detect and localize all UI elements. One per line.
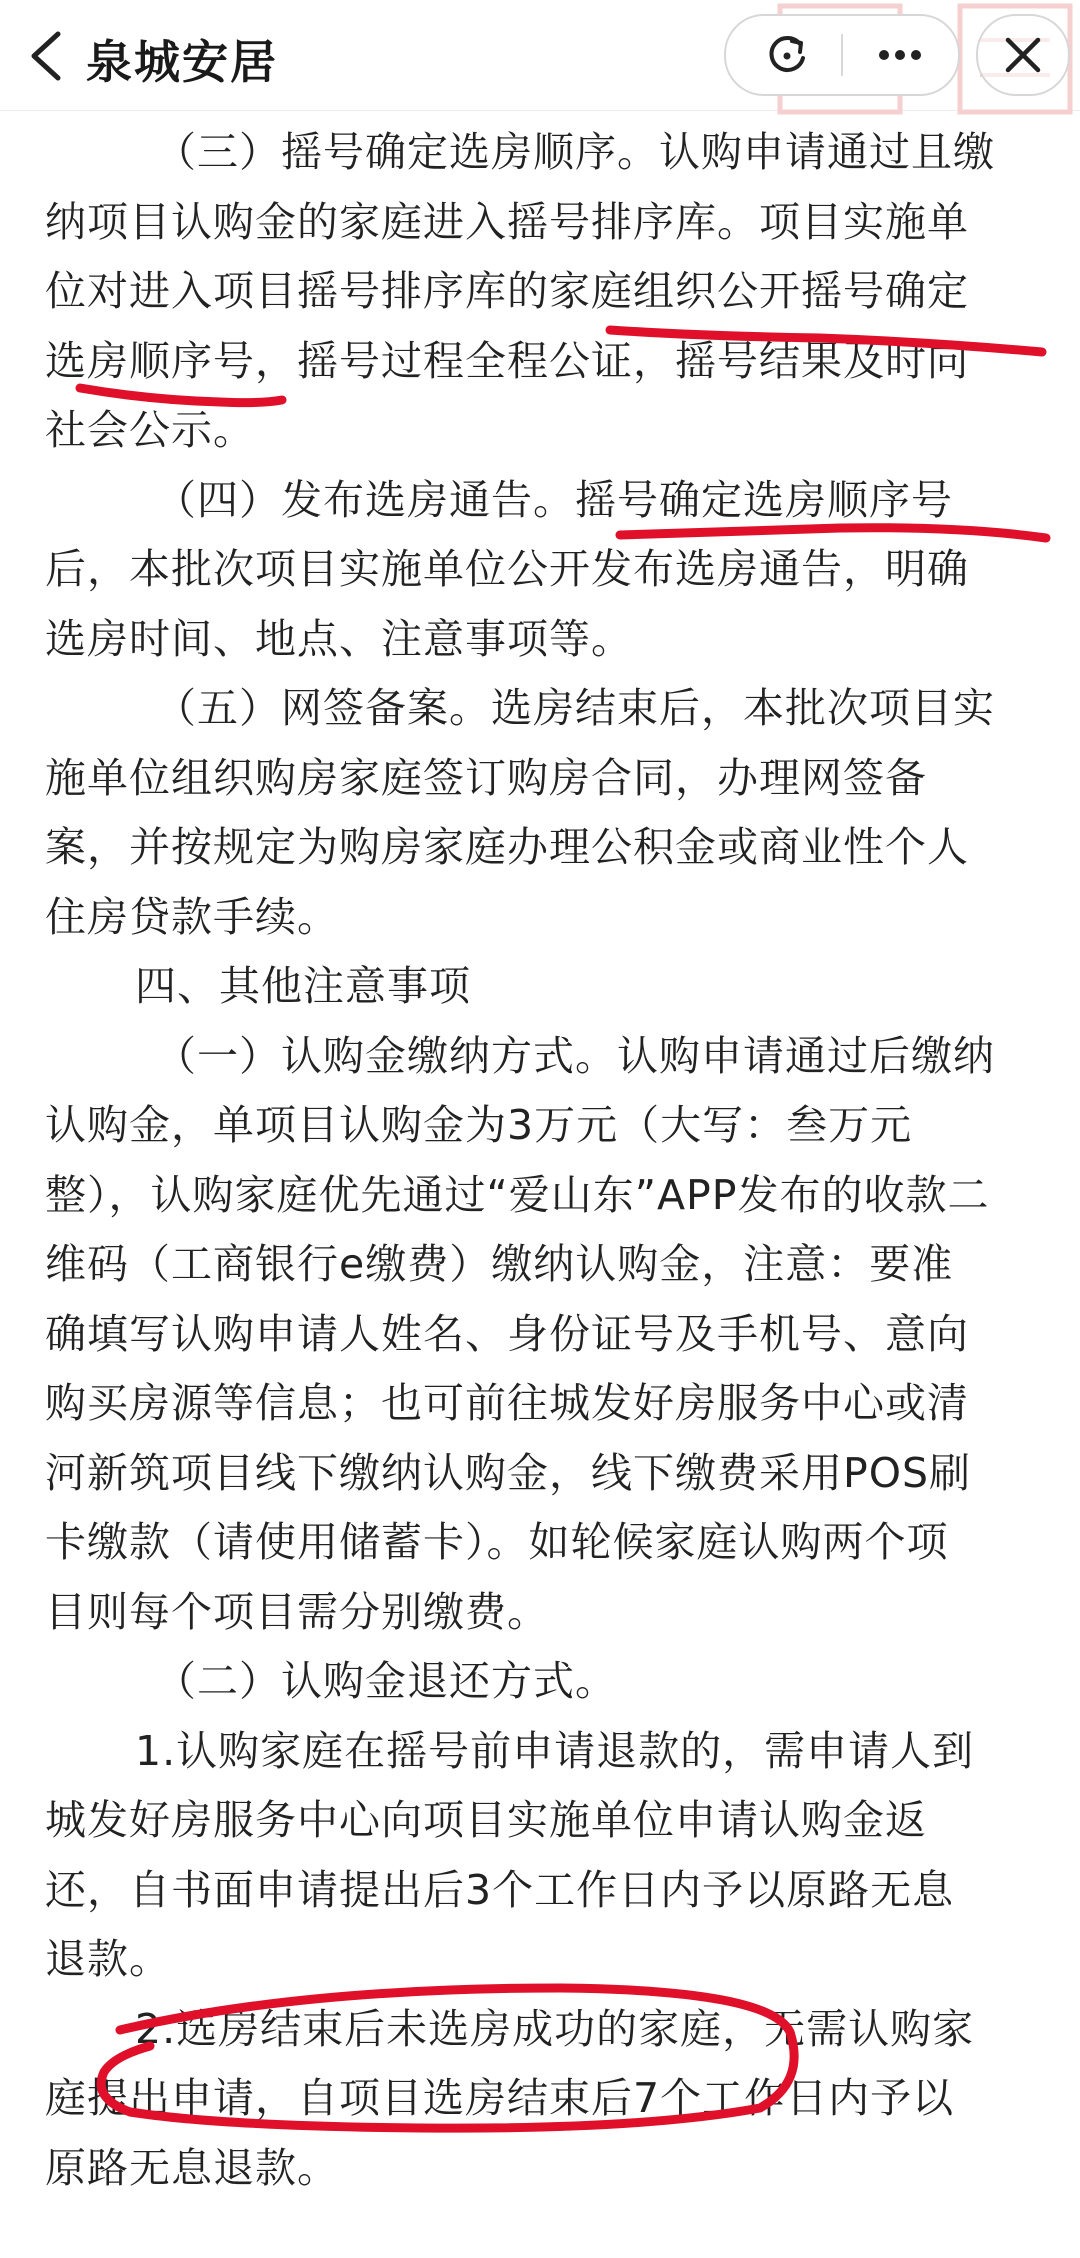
text-line: 社会公示。 (45, 406, 255, 454)
text-line: 2.选房结束后未选房成功的家庭，无需认购家 (135, 2004, 975, 2053)
text-line: 河新筑项目线下缴纳认购金，线下缴费采用POS刷 (45, 1448, 972, 1497)
page-title: 泉城安居 (86, 35, 278, 89)
section-heading: 四、其他注意事项 (135, 962, 471, 1010)
text-line: 整），认购家庭优先通过“爱山东”APP发布的收款二 (45, 1170, 990, 1219)
text-line: 维码（工商银行e缴费）缴纳认购金，注意：要准 (45, 1240, 954, 1288)
capsule-divider (841, 34, 843, 76)
text-line: 卡缴款（请使用储蓄卡）。如轮候家庭认购两个项 (45, 1518, 949, 1566)
text-line: 纳项目认购金的家庭进入摇号排序库。项目实施单 (45, 197, 969, 246)
text-line: （三）摇号确定选房顺序。认购申请通过且缴 (155, 128, 995, 176)
text-line: 原路无息退款。 (45, 2143, 339, 2192)
text-line: 庭提出申请，自项目选房结束后7个工作日内予以 (45, 2074, 955, 2122)
more-dots-icon[interactable] (870, 34, 930, 76)
text-line: （二）认购金退还方式。 (155, 1657, 617, 1705)
text-line: 选房顺序号，摇号过程全程公证，摇号结果及时向 (45, 336, 969, 385)
text-line: 还，自书面申请提出后3个工作日内予以原路无息 (45, 1865, 955, 1914)
top-nav-bar (0, 0, 1080, 111)
text-line: 案，并按规定为购房家庭办理公积金或商业性个人 (45, 823, 969, 871)
text-line: 后，本批次项目实施单位公开发布选房通告，明确 (45, 545, 969, 593)
text-line: 选房时间、地点、注意事项等。 (45, 614, 633, 663)
refresh-icon[interactable] (764, 32, 810, 78)
text-line: 目则每个项目需分别缴费。 (45, 1587, 549, 1636)
close-icon[interactable] (1000, 32, 1046, 78)
mini-program-capsule (724, 14, 960, 96)
article-body (45, 118, 1045, 2203)
text-line: 施单位组织购房家庭签订购房合同，办理网签备 (45, 753, 927, 802)
text-line: 认购金，单项目认购金为3万元（大写：叁万元 (45, 1101, 913, 1149)
text-line: 城发好房服务中心向项目实施单位申请认购金返 (45, 1796, 927, 1844)
text-line: 位对进入项目摇号排序库的家庭组织公开摇号确定 (45, 267, 969, 315)
text-line: （五）网签备案。选房结束后，本批次项目实 (155, 684, 995, 732)
text-line: 退款。 (45, 1935, 171, 1983)
text-line: 1.认购家庭在摇号前申请退款的，需申请人到 (135, 1726, 975, 1775)
text-line: 住房贷款手续。 (45, 892, 339, 941)
text-line: 确填写认购申请人姓名、身份证号及手机号、意向 (45, 1309, 969, 1358)
text-line: 购买房源等信息；也可前往城发好房服务中心或清 (45, 1379, 969, 1427)
text-line: （一）认购金缴纳方式。认购申请通过后缴纳 (155, 1031, 995, 1080)
close-button[interactable] (976, 14, 1070, 96)
chevron-left-icon[interactable] (22, 28, 72, 84)
text-line: （四）发布选房通告。摇号确定选房顺序号 (155, 475, 953, 524)
